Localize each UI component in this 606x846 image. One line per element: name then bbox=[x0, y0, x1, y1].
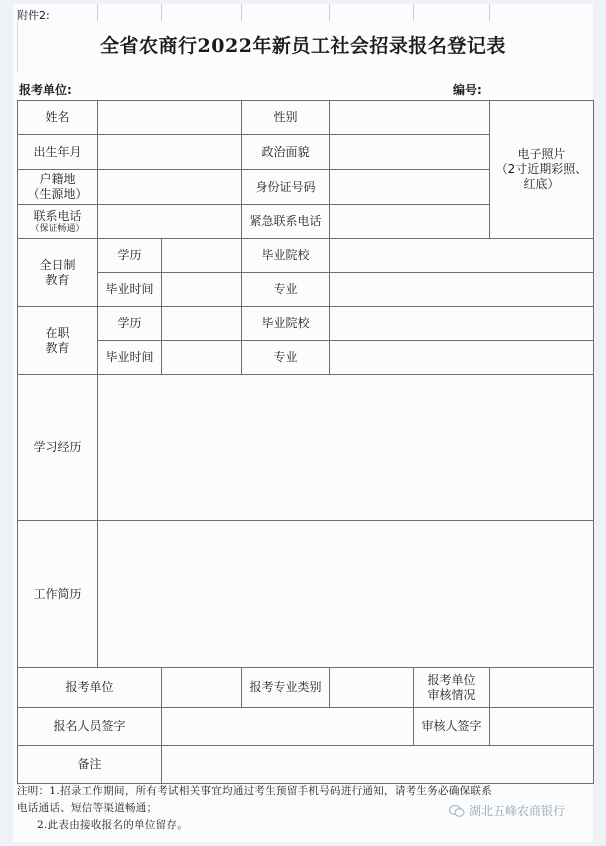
inservice-gradtime-label: 毕业时间 bbox=[98, 341, 162, 375]
fulltime-gradtime-field[interactable] bbox=[162, 273, 242, 307]
reviewer-label: 审核人签字 bbox=[414, 708, 490, 746]
note-line-3: 2.此表由接收报名的单位留存。 bbox=[37, 819, 189, 831]
birth-label: 出生年月 bbox=[18, 135, 98, 170]
name-label: 姓名 bbox=[18, 101, 98, 135]
inservice-education-label: 在职 教育 bbox=[18, 307, 98, 375]
reviewer-field[interactable] bbox=[490, 708, 594, 746]
unit-field[interactable] bbox=[162, 668, 242, 708]
work-history-field[interactable] bbox=[98, 521, 594, 668]
id-number-label: 身份证号码 bbox=[242, 170, 330, 205]
category-label: 报考专业类别 bbox=[242, 668, 330, 708]
inservice-major-label: 专业 bbox=[242, 341, 330, 375]
birth-field[interactable] bbox=[98, 135, 242, 170]
political-field[interactable] bbox=[330, 135, 490, 170]
inservice-gradtime-field[interactable] bbox=[162, 341, 242, 375]
name-field[interactable] bbox=[98, 101, 242, 135]
fulltime-major-field[interactable] bbox=[330, 273, 594, 307]
fulltime-school-field[interactable] bbox=[330, 239, 594, 273]
emergency-label: 紧急联系电话 bbox=[242, 205, 330, 239]
note-line-2: 电话通话、短信等渠道畅通； bbox=[17, 802, 158, 814]
fulltime-education-label: 全日制 教育 bbox=[18, 239, 98, 307]
remarks-field[interactable] bbox=[162, 746, 594, 784]
wechat-icon bbox=[449, 805, 465, 817]
registration-form-page bbox=[13, 4, 593, 842]
work-history-label: 工作简历 bbox=[18, 521, 98, 668]
study-history-field[interactable] bbox=[98, 375, 594, 521]
signature-field[interactable] bbox=[162, 708, 414, 746]
photo-spec-2: 红底） bbox=[523, 177, 560, 191]
watermark-text: 湖北五峰农商银行 bbox=[469, 804, 566, 818]
category-field[interactable] bbox=[330, 668, 414, 708]
hukou-label: 户籍地 （生源地） bbox=[18, 170, 98, 205]
review-label: 报考单位 审核情况 bbox=[414, 668, 490, 708]
inservice-degree-field[interactable] bbox=[162, 307, 242, 341]
photo-spec: （2寸近期彩照、 bbox=[495, 162, 588, 176]
inservice-major-field[interactable] bbox=[330, 341, 594, 375]
political-label: 政治面貌 bbox=[242, 135, 330, 170]
inservice-degree-label: 学历 bbox=[98, 307, 162, 341]
fulltime-degree-label: 学历 bbox=[98, 239, 162, 273]
hukou-field[interactable] bbox=[98, 170, 242, 205]
unit-label: 报考单位 bbox=[18, 668, 162, 708]
watermark bbox=[449, 802, 565, 819]
applying-unit-label: 报考单位: bbox=[19, 83, 72, 97]
annex-label: 附件2: bbox=[17, 9, 50, 22]
number-label: 编号: bbox=[453, 83, 482, 97]
fulltime-gradtime-label: 毕业时间 bbox=[98, 273, 162, 307]
note-line-1: 注明：1.招录工作期间，所有考试相关事宜均通过考生预留手机号码进行通知，请考生务必确保联系 bbox=[17, 785, 493, 797]
remarks-label: 备注 bbox=[18, 746, 162, 784]
sheet-gridlines bbox=[13, 4, 593, 21]
phone-field[interactable] bbox=[98, 205, 242, 239]
study-history-label: 学习经历 bbox=[18, 375, 98, 521]
gender-label: 性别 bbox=[242, 101, 330, 135]
id-number-field[interactable] bbox=[330, 170, 490, 205]
fulltime-major-label: 专业 bbox=[242, 273, 330, 307]
inservice-school-field[interactable] bbox=[330, 307, 594, 341]
inservice-school-label: 毕业院校 bbox=[242, 307, 330, 341]
gender-field[interactable] bbox=[330, 101, 490, 135]
form-title: 全省农商行2022年新员工社会招录报名登记表 bbox=[100, 35, 506, 57]
phone-label: 联系电话 （保证畅通） bbox=[18, 205, 98, 239]
photo-label: 电子照片 bbox=[517, 147, 566, 161]
review-field[interactable] bbox=[490, 668, 594, 708]
registration-table bbox=[17, 100, 594, 784]
photo-cell[interactable] bbox=[490, 101, 594, 239]
fulltime-school-label: 毕业院校 bbox=[242, 239, 330, 273]
signature-label: 报名人员签字 bbox=[18, 708, 162, 746]
fulltime-degree-field[interactable] bbox=[162, 239, 242, 273]
emergency-field[interactable] bbox=[330, 205, 490, 239]
